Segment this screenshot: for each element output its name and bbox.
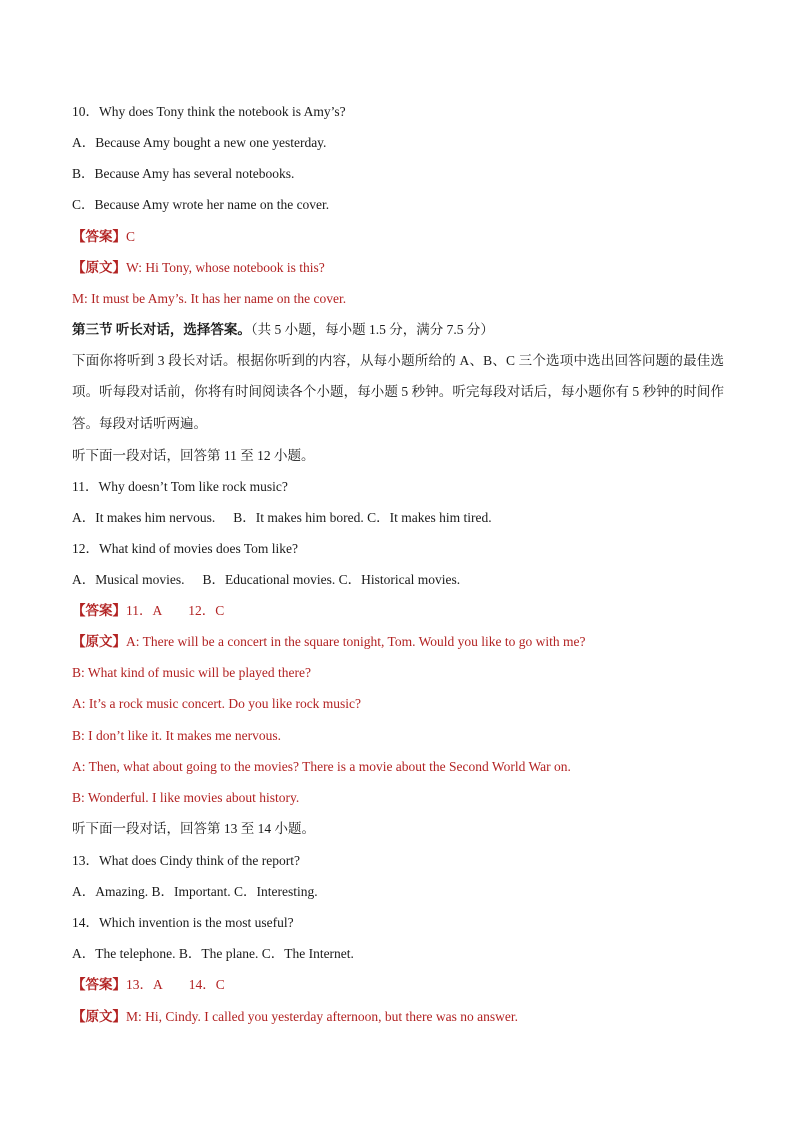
section-3-instructions: 下面你将听到 3 段长对话。根据你听到的内容，从每小题所给的 A、B、C 三个选项中选出回答问题的最佳选项。听每段对话前，你将有时间阅读各个小题，每小题 5 秒钟。听完每段对话后，每小题你有 5 秒钟的时间作答。每段对话听两遍。 [72, 353, 724, 431]
q11-option-b: B．It makes him bored. [233, 510, 364, 525]
dialog-2-script-line-1 [72, 1008, 518, 1026]
q12-option-a: A．Musical movies. [72, 572, 185, 587]
dialog-1-script-line-3: A: It’s a rock music concert. Do you like rock music? [72, 696, 362, 711]
answer-14: 14．C [188, 977, 225, 992]
answer-tag: 【答案】 [72, 603, 126, 618]
answer-value: C [126, 229, 136, 244]
script-text: W: Hi Tony, whose notebook is this? [126, 260, 325, 275]
dialog-1-script-line-2: B: What kind of music will be played there? [72, 665, 311, 680]
dialog-1-answers [72, 602, 224, 620]
q13-option-a: A．Amazing. [72, 884, 149, 899]
q13-option-b: B．Important. [151, 884, 231, 899]
q13-option-c: C．Interesting. [233, 884, 318, 899]
q10-option-b: B．Because Amy has several notebooks. [72, 166, 295, 181]
q14-option-c: C．The Internet. [261, 946, 354, 961]
q12-option-c: C．Historical movies. [338, 572, 461, 587]
q14-option-a: A．The telephone. [72, 946, 176, 961]
dialog-1-script-line-6: B: Wonderful. I like movies about history. [72, 790, 300, 805]
answer-tag: 【答案】 [72, 977, 126, 992]
dialog-2-intro: 听下面一段对话，回答第 13 至 14 小题。 [72, 821, 315, 836]
q10-option-c: C．Because Amy wrote her name on the cover. [72, 197, 330, 212]
answer-tag: 【答案】 [72, 229, 126, 244]
q12-option-b: B．Educational movies. [202, 572, 336, 587]
dialog-1-script-line-5: A: Then, what about going to the movies? There is a movie about the Second World War on. [72, 759, 571, 774]
answer-11: 11．A [126, 603, 163, 618]
q10-script-line-2: M: It must be Amy’s. It has her name on the cover. [72, 291, 347, 306]
q10-script-line-1 [72, 259, 325, 277]
answer-13: 13．A [126, 977, 163, 992]
section-3-heading [72, 321, 494, 339]
question-10: 10．Why does Tony think the notebook is Amy’s? [72, 104, 346, 119]
q14-option-b: B．The plane. [178, 946, 259, 961]
question-12: 12．What kind of movies does Tom like? [72, 541, 299, 556]
q10-option-a: A．Because Amy bought a new one yesterday. [72, 135, 327, 150]
script-tag: 【原文】 [72, 1009, 126, 1024]
question-11: 11．Why doesn’t Tom like rock music? [72, 479, 288, 494]
question-13: 13．What does Cindy think of the report? [72, 853, 300, 868]
q13-options [72, 883, 318, 901]
dialog-2-answers [72, 976, 225, 994]
section-title: 第三节 听长对话，选择答案。 [72, 322, 251, 337]
script-tag: 【原文】 [72, 634, 126, 649]
script-text: M: Hi, Cindy. I called you yesterday afternoon, but there was no answer. [126, 1009, 519, 1024]
section-score-note: （共 5 小题，每小题 1.5 分，满分 7.5 分） [250, 322, 494, 337]
dialog-1-intro: 听下面一段对话，回答第 11 至 12 小题。 [72, 448, 315, 463]
script-tag: 【原文】 [72, 260, 126, 275]
q11-options [72, 509, 492, 527]
script-text: A: There will be a concert in the square tonight, Tom. Would you like to go with me? [126, 634, 586, 649]
q11-option-a: A．It makes him nervous. [72, 510, 216, 525]
q11-option-c: C．It makes him tired. [367, 510, 492, 525]
q10-answer [72, 228, 135, 246]
dialog-1-script-line-1 [72, 633, 586, 651]
q12-options [72, 571, 460, 589]
question-14: 14．Which invention is the most useful? [72, 915, 294, 930]
q14-options [72, 945, 354, 963]
dialog-1-script-line-4: B: I don’t like it. It makes me nervous. [72, 728, 281, 743]
answer-12: 12．C [188, 603, 225, 618]
